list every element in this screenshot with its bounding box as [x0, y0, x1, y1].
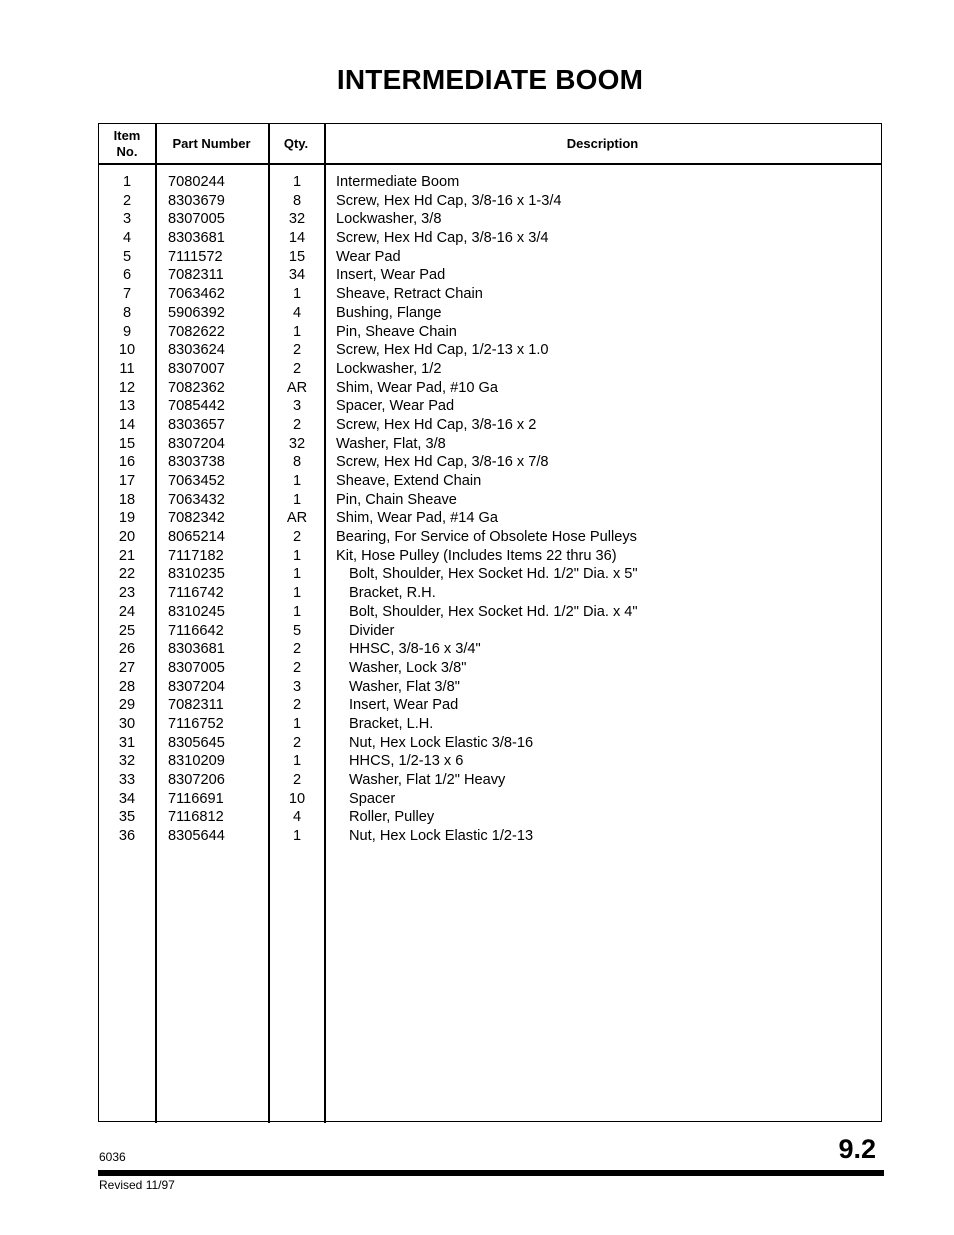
item-no-cell: 14 [118, 416, 136, 433]
description-cell: Kit, Hose Pulley (Includes Items 22 thru 36) [336, 547, 617, 564]
footer-rule [98, 1170, 884, 1176]
part-number-cell: 8303738 [168, 454, 225, 471]
qty-cell: 1 [292, 753, 302, 770]
table-row [99, 678, 881, 697]
qty-cell: 1 [292, 566, 302, 583]
item-no-cell: 21 [118, 547, 136, 564]
part-number-cell: 8305645 [168, 734, 225, 751]
table-row [99, 565, 881, 584]
description-cell: HHCS, 1/2-13 x 6 [349, 753, 464, 770]
description-cell: Shim, Wear Pad, #14 Ga [336, 510, 498, 527]
item-no-cell: 5 [122, 248, 132, 265]
description-cell: Pin, Sheave Chain [336, 323, 457, 340]
description-cell: Intermediate Boom [336, 174, 460, 190]
qty-cell: 1 [292, 715, 302, 732]
qty-cell: 2 [292, 772, 302, 788]
qty-cell: 4 [292, 304, 302, 321]
description-cell: Washer, Flat 3/8" [349, 678, 460, 695]
table-row [99, 790, 881, 809]
table-row [99, 752, 881, 771]
part-number-cell: 7082622 [168, 323, 225, 340]
description-cell: HHSC, 3/8-16 x 3/4" [349, 641, 481, 658]
revised-date: Revised 11/97 [99, 1178, 175, 1192]
table-row [99, 622, 881, 641]
description-cell: Bracket, R.H. [349, 585, 436, 602]
qty-cell: 2 [292, 416, 302, 433]
part-number-cell: 7080244 [168, 174, 225, 190]
table-row [99, 771, 881, 790]
qty-cell: 14 [288, 230, 306, 247]
item-no-cell: 24 [118, 603, 136, 620]
qty-cell: 2 [292, 659, 302, 676]
item-no-cell: 12 [118, 379, 136, 396]
item-no-cell: 18 [118, 491, 136, 508]
qty-cell: 34 [288, 267, 306, 284]
qty-cell: 5 [292, 622, 302, 639]
part-number-cell: 7082311 [168, 267, 224, 284]
qty-cell: 8 [292, 192, 302, 209]
item-no-cell: 7 [122, 286, 132, 303]
description-cell: Pin, Chain Sheave [336, 491, 457, 508]
part-number-cell: 8310209 [168, 753, 225, 770]
part-number-cell: 7063462 [168, 286, 225, 303]
header-item-no-line1: Item [113, 127, 141, 143]
qty-cell: 1 [292, 585, 302, 602]
page-number: 9.2 [838, 1134, 876, 1164]
item-no-cell: 30 [118, 715, 136, 732]
qty-cell: 32 [288, 435, 306, 452]
item-no-cell: 15 [118, 435, 136, 452]
table-row [99, 715, 881, 734]
qty-cell: 10 [288, 790, 306, 807]
table-row [99, 360, 881, 379]
item-no-cell: 4 [122, 230, 132, 247]
table-row [99, 192, 881, 211]
description-cell: Lockwasher, 3/8 [336, 211, 442, 228]
item-no-cell: 27 [118, 659, 136, 676]
qty-cell: 2 [292, 529, 302, 546]
description-cell: Bracket, L.H. [349, 715, 434, 732]
description-cell: Divider [349, 622, 395, 639]
table-row [99, 584, 881, 603]
description-cell: Lockwasher, 1/2 [336, 360, 442, 377]
description-cell: Screw, Hex Hd Cap, 1/2-13 x 1.0 [336, 342, 549, 359]
description-cell: Bolt, Shoulder, Hex Socket Hd. 1/2" Dia. x 5" [349, 566, 638, 583]
description-cell: Wear Pad [336, 248, 401, 265]
part-number-cell: 8303681 [168, 230, 225, 247]
part-number-cell: 8303679 [168, 192, 225, 209]
table-row [99, 659, 881, 678]
qty-cell: 3 [292, 398, 302, 415]
table-row [99, 173, 881, 192]
description-cell: Insert, Wear Pad [336, 267, 446, 284]
qty-cell: 1 [292, 473, 302, 489]
page-title: INTERMEDIATE BOOM [336, 64, 644, 95]
qty-cell: AR [286, 379, 308, 396]
header-item-no-line2: No. [116, 143, 138, 159]
qty-cell: 1 [292, 603, 302, 620]
part-number-cell: 8310235 [168, 566, 225, 583]
table-row [99, 210, 881, 229]
table-row [99, 435, 881, 454]
qty-cell: 8 [292, 454, 302, 471]
part-number-cell: 7082342 [168, 510, 225, 527]
part-number-cell: 8307206 [168, 772, 225, 788]
qty-cell: 2 [292, 342, 302, 359]
description-cell: Nut, Hex Lock Elastic 3/8-16 [349, 734, 534, 751]
part-number-cell: 8065214 [168, 529, 225, 546]
description-cell: Sheave, Retract Chain [336, 286, 483, 303]
item-no-cell: 13 [118, 398, 136, 415]
part-number-cell: 7116642 [168, 622, 224, 639]
table-row [99, 453, 881, 472]
item-no-cell: 2 [122, 192, 132, 209]
description-cell: Screw, Hex Hd Cap, 3/8-16 x 2 [336, 416, 537, 433]
item-no-cell: 25 [118, 622, 136, 639]
description-cell: Bearing, For Service of Obsolete Hose Pulleys [336, 529, 637, 546]
part-number-cell: 8303681 [168, 641, 225, 658]
table-row [99, 285, 881, 304]
table-row [99, 416, 881, 435]
item-no-cell: 32 [118, 753, 136, 770]
description-cell: Bolt, Shoulder, Hex Socket Hd. 1/2" Dia. x 4" [349, 603, 638, 620]
item-no-cell: 3 [122, 211, 132, 228]
table-row [99, 248, 881, 267]
part-number-cell: 8303624 [168, 342, 225, 359]
header-part-number: Part Number [172, 135, 251, 151]
description-cell: Screw, Hex Hd Cap, 3/8-16 x 3/4 [336, 230, 549, 247]
part-number-cell: 7116742 [168, 585, 224, 602]
part-number-cell: 7063452 [168, 473, 225, 489]
table-row [99, 547, 881, 566]
table-row [99, 640, 881, 659]
item-no-cell: 10 [118, 342, 136, 359]
table-row [99, 808, 881, 827]
part-number-cell: 8310245 [168, 603, 225, 620]
table-row [99, 603, 881, 622]
document-number: 6036 [99, 1150, 126, 1164]
description-cell: Insert, Wear Pad [349, 697, 459, 714]
part-number-cell: 8307005 [168, 211, 225, 228]
qty-cell: 2 [292, 697, 302, 714]
part-number-cell: 8303657 [168, 416, 225, 433]
table-row [99, 491, 881, 510]
qty-cell: 1 [292, 286, 302, 303]
table-row [99, 229, 881, 248]
description-cell: Shim, Wear Pad, #10 Ga [336, 379, 498, 396]
part-number-cell: 8305644 [168, 828, 225, 845]
description-cell: Washer, Flat 1/2" Heavy [349, 772, 506, 788]
part-number-cell: 7116812 [168, 809, 224, 826]
part-number-cell: 7116752 [168, 715, 224, 732]
table-row [99, 304, 881, 323]
header-divider [99, 163, 881, 165]
item-no-cell: 28 [118, 678, 136, 695]
table-row [99, 323, 881, 342]
item-no-cell: 8 [122, 304, 132, 321]
qty-cell: 2 [292, 641, 302, 658]
qty-cell: 3 [292, 678, 302, 695]
qty-cell: AR [286, 510, 308, 527]
part-number-cell: 7111572 [168, 248, 223, 265]
item-no-cell: 35 [118, 809, 136, 826]
table-row [99, 827, 881, 846]
part-number-cell: 8307204 [168, 435, 225, 452]
table-body [99, 173, 881, 846]
item-no-cell: 6 [122, 267, 132, 284]
part-number-cell: 7063432 [168, 491, 225, 508]
part-number-cell: 8307005 [168, 659, 225, 676]
table-row [99, 472, 881, 491]
table-row [99, 266, 881, 285]
description-cell: Screw, Hex Hd Cap, 3/8-16 x 1-3/4 [336, 192, 562, 209]
qty-cell: 1 [292, 828, 302, 845]
table-row [99, 528, 881, 547]
item-no-cell: 36 [118, 828, 136, 845]
description-cell: Sheave, Extend Chain [336, 473, 482, 489]
qty-cell: 2 [292, 360, 302, 377]
item-no-cell: 22 [118, 566, 136, 583]
part-number-cell: 5906392 [168, 304, 225, 321]
description-cell: Spacer, Wear Pad [336, 398, 455, 415]
description-cell: Nut, Hex Lock Elastic 1/2-13 [349, 828, 534, 845]
item-no-cell: 9 [122, 323, 132, 340]
header-item-no [99, 124, 155, 163]
qty-cell: 1 [292, 323, 302, 340]
qty-cell: 15 [288, 248, 306, 265]
qty-cell: 1 [292, 547, 302, 564]
header-qty: Qty. [283, 135, 309, 151]
qty-cell: 1 [292, 491, 302, 508]
item-no-cell: 16 [118, 454, 136, 471]
item-no-cell: 29 [118, 697, 136, 714]
qty-cell: 32 [288, 211, 306, 228]
item-no-cell: 26 [118, 641, 136, 658]
description-cell: Washer, Lock 3/8" [349, 659, 467, 676]
item-no-cell: 1 [122, 174, 132, 190]
item-no-cell: 34 [118, 790, 136, 807]
part-number-cell: 7082362 [168, 379, 225, 396]
parts-table [98, 123, 882, 1122]
table-row [99, 341, 881, 360]
description-cell: Spacer [349, 790, 396, 807]
part-number-cell: 8307007 [168, 360, 225, 377]
part-number-cell: 7117182 [168, 547, 224, 564]
table-row [99, 696, 881, 715]
table-row [99, 734, 881, 753]
item-no-cell: 17 [118, 473, 136, 489]
item-no-cell: 19 [118, 510, 136, 527]
qty-cell: 4 [292, 809, 302, 826]
item-no-cell: 33 [118, 772, 136, 788]
item-no-cell: 20 [118, 529, 136, 546]
description-cell: Bushing, Flange [336, 304, 442, 321]
description-cell: Screw, Hex Hd Cap, 3/8-16 x 7/8 [336, 454, 549, 471]
item-no-cell: 31 [118, 734, 136, 751]
qty-cell: 1 [292, 174, 302, 190]
description-cell: Washer, Flat, 3/8 [336, 435, 446, 452]
qty-cell: 2 [292, 734, 302, 751]
part-number-cell: 7116691 [168, 790, 224, 807]
table-row [99, 397, 881, 416]
part-number-cell: 8307204 [168, 678, 225, 695]
item-no-cell: 23 [118, 585, 136, 602]
table-row [99, 509, 881, 528]
description-cell: Roller, Pulley [349, 809, 435, 826]
table-row [99, 379, 881, 398]
part-number-cell: 7082311 [168, 697, 224, 714]
header-description: Description [566, 135, 639, 151]
part-number-cell: 7085442 [168, 398, 225, 415]
item-no-cell: 11 [119, 360, 135, 377]
